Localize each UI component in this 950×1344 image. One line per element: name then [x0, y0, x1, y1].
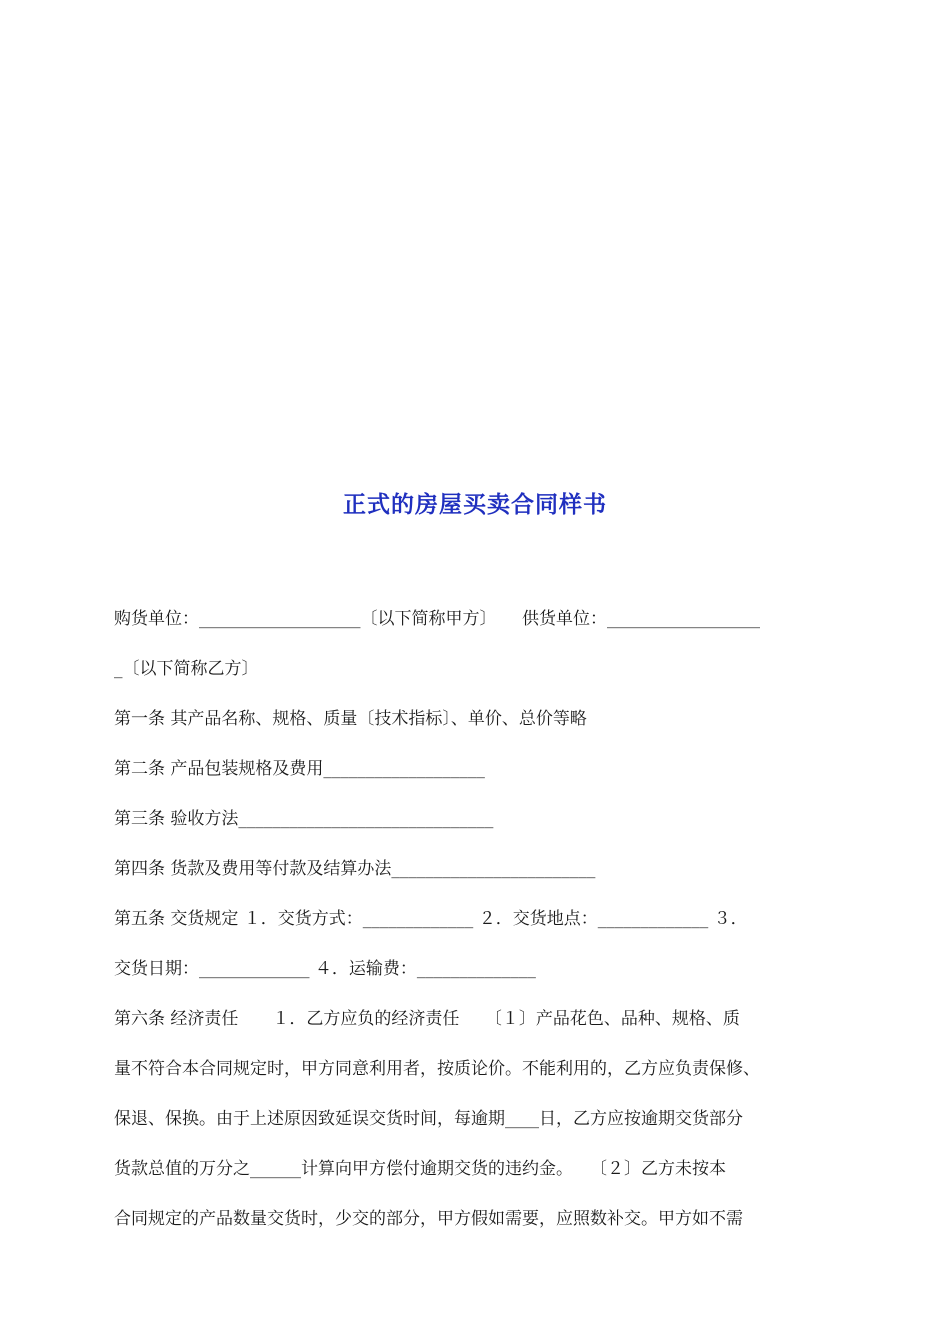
text-line-article-5: 第五条 交货规定 １．交货方式：_____________ ２．交货地点：_____________ ３．	[114, 909, 748, 929]
text-line-article-6-cont-2: 保退、保换。由于上述原因致延误交货时间，每逾期____日，乙方应按逾期交货部分	[114, 1109, 743, 1129]
text-line-article-5-cont: 交货日期：_____________ ４．运输费：______________	[114, 959, 536, 979]
text-line-article-2: 第二条 产品包装规格及费用___________________	[114, 759, 485, 779]
text-line-article-1: 第一条 其产品名称、规格、质量〔技术指标〕、单价、总价等略	[114, 709, 587, 729]
document-title: 正式的房屋买卖合同样书	[343, 492, 607, 518]
text-line-article-6-cont-4: 合同规定的产品数量交货时，少交的部分，甲方假如需要，应照数补交。甲方如不需	[114, 1209, 743, 1229]
text-line-article-4: 第四条 货款及费用等付款及结算办法________________________	[114, 859, 596, 879]
contract-body	[114, 603, 844, 1253]
text-line-article-6-cont-3: 货款总值的万分之______计算向甲方偿付逾期交货的违约金。 〔２〕乙方未按本	[114, 1159, 726, 1179]
text-line-party-b-note: _〔以下简称乙方〕	[114, 659, 259, 679]
text-line-article-6-cont-1: 量不符合本合同规定时，甲方同意利用者，按质论价。不能利用的，乙方应负责保修、	[114, 1059, 760, 1079]
text-line-article-6: 第六条 经济责任 １．乙方应负的经济责任 〔１〕产品花色、品种、规格、质	[114, 1009, 740, 1029]
text-line-article-3: 第三条 验收方法______________________________	[114, 809, 494, 829]
text-line-buyer-seller: 购货单位：___________________〔以下简称甲方〕 供货单位：__________________	[114, 609, 760, 629]
